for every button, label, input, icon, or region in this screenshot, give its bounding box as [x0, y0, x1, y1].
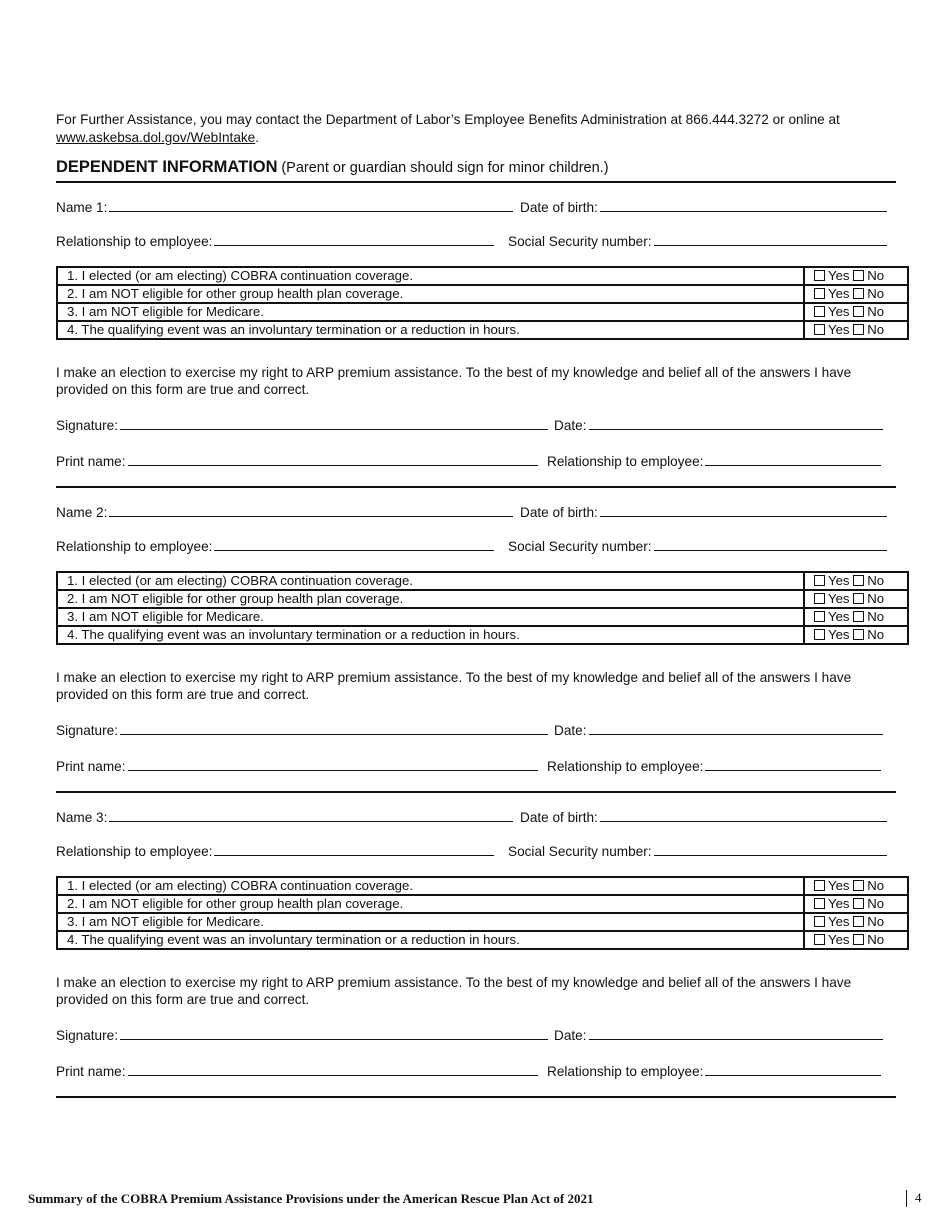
election-statement: I make an election to exercise my right to ARP premium assistance. To the best of my knowledge and belief all of the answers I have provided on this form are true and correct.: [56, 365, 852, 397]
yes-label: Yes: [828, 627, 850, 642]
question-text: 2. I am NOT eligible for other group health plan coverage.: [57, 895, 804, 913]
dob-label: Date of birth:: [520, 200, 598, 215]
checkbox-icon[interactable]: [814, 593, 825, 604]
checkbox-icon[interactable]: [853, 324, 864, 335]
print-name-field: [56, 451, 538, 469]
blank-line[interactable]: [705, 451, 881, 466]
print-name-row: [56, 756, 896, 776]
blank-line[interactable]: [214, 536, 494, 551]
webintake-link[interactable]: www.askebsa.dol.gov/WebIntake: [56, 130, 256, 145]
checkbox-icon[interactable]: [853, 916, 864, 927]
yes-no-options: [804, 321, 908, 339]
checkbox-icon[interactable]: [814, 629, 825, 640]
question-row: [57, 608, 908, 626]
date-field: [554, 720, 883, 738]
signature-row: [56, 1025, 896, 1045]
blank-line[interactable]: [128, 451, 538, 466]
question-text: 1. I elected (or am electing) COBRA continuation coverage.: [57, 877, 804, 895]
checkbox-icon[interactable]: [853, 611, 864, 622]
question-text: 3. I am NOT eligible for Medicare.: [57, 608, 804, 626]
name-label: Name 1:: [56, 200, 108, 215]
no-label: No: [867, 878, 885, 893]
print-name-row: [56, 1061, 896, 1081]
question-text: 4. The qualifying event was an involuntary termination or a reduction in hours.: [57, 321, 804, 339]
assistance-trailing: .: [255, 130, 260, 145]
dependent-relationship-row: [56, 231, 896, 251]
relationship-label: Relationship to employee:: [56, 844, 213, 859]
blank-line[interactable]: [705, 756, 881, 771]
yes-label: Yes: [828, 609, 850, 624]
yes-no-options: [804, 608, 908, 626]
yes-no-options: [804, 913, 908, 931]
checkbox-icon[interactable]: [853, 270, 864, 281]
date-field: [554, 415, 883, 433]
question-row: [57, 572, 908, 590]
yes-label: Yes: [828, 591, 850, 606]
no-label: No: [867, 932, 885, 947]
blank-line[interactable]: [600, 197, 887, 212]
ssn-field: [508, 231, 887, 249]
name-label: Name 3:: [56, 810, 108, 825]
eligibility-questions-table: [56, 876, 909, 950]
date-field: [554, 1025, 883, 1043]
ssn-field: [508, 841, 887, 859]
dob-field: [520, 502, 887, 520]
blank-line[interactable]: [109, 807, 513, 822]
name-field: [56, 807, 513, 825]
question-row: [57, 895, 908, 913]
question-row: [57, 321, 908, 339]
checkbox-icon[interactable]: [853, 880, 864, 891]
question-text: 3. I am NOT eligible for Medicare.: [57, 303, 804, 321]
blank-line[interactable]: [600, 807, 887, 822]
blank-line[interactable]: [705, 1061, 881, 1076]
question-text: 1. I elected (or am electing) COBRA continuation coverage.: [57, 572, 804, 590]
blank-line[interactable]: [128, 756, 538, 771]
no-label: No: [867, 591, 885, 606]
signature-field: [56, 415, 548, 433]
election-statement: I make an election to exercise my right to ARP premium assistance. To the best of my knowledge and belief all of the answers I have provided on this form are true and correct.: [56, 975, 852, 1007]
yes-label: Yes: [828, 573, 850, 588]
yes-no-options: [804, 895, 908, 913]
dob-label: Date of birth:: [520, 505, 598, 520]
relationship-field: [56, 841, 494, 859]
date-label: Date:: [554, 1028, 587, 1043]
section-divider: [56, 1096, 896, 1098]
yes-label: Yes: [828, 878, 850, 893]
checkbox-icon[interactable]: [814, 306, 825, 317]
blank-line[interactable]: [128, 1061, 538, 1076]
footer-title: Summary of the COBRA Premium Assistance Provisions under the American Rescue Plan Act of 2021: [28, 1191, 594, 1206]
ssn-label: Social Security number:: [508, 539, 652, 554]
checkbox-icon[interactable]: [853, 593, 864, 604]
dependent-relationship-row: [56, 536, 896, 556]
checkbox-icon[interactable]: [853, 934, 864, 945]
signature-row: [56, 415, 896, 435]
blank-line[interactable]: [109, 502, 513, 517]
eligibility-questions-table: [56, 571, 909, 645]
election-statement: I make an election to exercise my right to ARP premium assistance. To the best of my knowledge and belief all of the answers I have provided on this form are true and correct.: [56, 670, 852, 702]
blank-line[interactable]: [589, 415, 883, 430]
assistance-note: [56, 111, 896, 147]
signer-relationship-field: [547, 1061, 881, 1079]
checkbox-icon[interactable]: [814, 611, 825, 622]
blank-line[interactable]: [600, 502, 887, 517]
print-name-row: [56, 451, 896, 471]
checkbox-icon[interactable]: [814, 288, 825, 299]
yes-label: Yes: [828, 286, 850, 301]
print-name-field: [56, 756, 538, 774]
signer-relationship-field: [547, 451, 881, 469]
blank-line[interactable]: [109, 197, 513, 212]
yes-no-options: [804, 303, 908, 321]
question-row: [57, 285, 908, 303]
no-label: No: [867, 573, 885, 588]
print-name-label: Print name:: [56, 759, 126, 774]
name-field: [56, 197, 513, 215]
signer-relationship-label: Relationship to employee:: [547, 759, 704, 774]
signer-relationship-field: [547, 756, 881, 774]
no-label: No: [867, 286, 885, 301]
no-label: No: [867, 627, 885, 642]
signer-relationship-label: Relationship to employee:: [547, 454, 704, 469]
question-text: 2. I am NOT eligible for other group health plan coverage.: [57, 590, 804, 608]
checkbox-icon[interactable]: [814, 324, 825, 335]
checkbox-icon[interactable]: [814, 934, 825, 945]
no-label: No: [867, 322, 885, 337]
no-label: No: [867, 896, 885, 911]
assistance-text: For Further Assistance, you may contact the Department of Labor’s Employee Benefits Administration at 866.444.3272 or online at: [56, 112, 840, 127]
section-title: [56, 158, 896, 183]
no-label: No: [867, 609, 885, 624]
yes-no-options: [804, 931, 908, 949]
no-label: No: [867, 268, 885, 283]
signature-row: [56, 720, 896, 740]
blank-line[interactable]: [214, 841, 494, 856]
question-row: [57, 303, 908, 321]
checkbox-icon[interactable]: [814, 880, 825, 891]
question-text: 2. I am NOT eligible for other group health plan coverage.: [57, 285, 804, 303]
blank-line[interactable]: [654, 536, 887, 551]
yes-label: Yes: [828, 322, 850, 337]
blank-line[interactable]: [654, 841, 887, 856]
question-row: [57, 267, 908, 285]
blank-line[interactable]: [654, 231, 887, 246]
yes-no-options: [804, 626, 908, 644]
print-name-label: Print name:: [56, 1064, 126, 1079]
dob-label: Date of birth:: [520, 810, 598, 825]
relationship-field: [56, 536, 494, 554]
question-row: [57, 877, 908, 895]
section-divider: [56, 791, 896, 793]
checkbox-icon[interactable]: [814, 898, 825, 909]
name-label: Name 2:: [56, 505, 108, 520]
no-label: No: [867, 914, 885, 929]
section-heading: DEPENDENT INFORMATION: [56, 158, 278, 176]
question-text: 1. I elected (or am electing) COBRA continuation coverage.: [57, 267, 804, 285]
date-label: Date:: [554, 723, 587, 738]
yes-label: Yes: [828, 304, 850, 319]
date-label: Date:: [554, 418, 587, 433]
yes-no-options: [804, 877, 908, 895]
question-text: 4. The qualifying event was an involuntary termination or a reduction in hours.: [57, 626, 804, 644]
checkbox-icon[interactable]: [814, 916, 825, 927]
checkbox-icon[interactable]: [853, 288, 864, 299]
signature-field: [56, 720, 548, 738]
blank-line[interactable]: [589, 1025, 883, 1040]
question-row: [57, 931, 908, 949]
section-divider: [56, 486, 896, 488]
dob-field: [520, 807, 887, 825]
blank-line[interactable]: [120, 415, 548, 430]
dependent-name-row: [56, 502, 896, 522]
question-row: [57, 590, 908, 608]
question-row: [57, 626, 908, 644]
checkbox-icon[interactable]: [853, 306, 864, 317]
yes-no-options: [804, 590, 908, 608]
no-label: No: [867, 304, 885, 319]
question-text: 3. I am NOT eligible for Medicare.: [57, 913, 804, 931]
yes-no-options: [804, 572, 908, 590]
blank-line[interactable]: [120, 720, 548, 735]
name-field: [56, 502, 513, 520]
yes-no-options: [804, 285, 908, 303]
blank-line[interactable]: [589, 720, 883, 735]
yes-label: Yes: [828, 932, 850, 947]
blank-line[interactable]: [214, 231, 494, 246]
blank-line[interactable]: [120, 1025, 548, 1040]
yes-no-options: [804, 267, 908, 285]
yes-label: Yes: [828, 268, 850, 283]
question-text: 4. The qualifying event was an involuntary termination or a reduction in hours.: [57, 931, 804, 949]
eligibility-questions-table: [56, 266, 909, 340]
ssn-label: Social Security number:: [508, 844, 652, 859]
checkbox-icon[interactable]: [853, 629, 864, 640]
checkbox-icon[interactable]: [853, 575, 864, 586]
section-subtitle: (Parent or guardian should sign for minor children.): [281, 160, 609, 176]
page-number: 4: [906, 1190, 922, 1207]
signature-label: Signature:: [56, 1028, 118, 1043]
dependent-relationship-row: [56, 841, 896, 861]
relationship-label: Relationship to employee:: [56, 234, 213, 249]
yes-label: Yes: [828, 896, 850, 911]
ssn-field: [508, 536, 887, 554]
signer-relationship-label: Relationship to employee:: [547, 1064, 704, 1079]
relationship-field: [56, 231, 494, 249]
relationship-label: Relationship to employee:: [56, 539, 213, 554]
checkbox-icon[interactable]: [814, 575, 825, 586]
signature-label: Signature:: [56, 723, 118, 738]
signature-field: [56, 1025, 548, 1043]
dob-field: [520, 197, 887, 215]
ssn-label: Social Security number:: [508, 234, 652, 249]
signature-label: Signature:: [56, 418, 118, 433]
yes-label: Yes: [828, 914, 850, 929]
print-name-label: Print name:: [56, 454, 126, 469]
print-name-field: [56, 1061, 538, 1079]
checkbox-icon[interactable]: [814, 270, 825, 281]
dependent-name-row: [56, 807, 896, 827]
checkbox-icon[interactable]: [853, 898, 864, 909]
dependent-name-row: [56, 197, 896, 217]
question-row: [57, 913, 908, 931]
